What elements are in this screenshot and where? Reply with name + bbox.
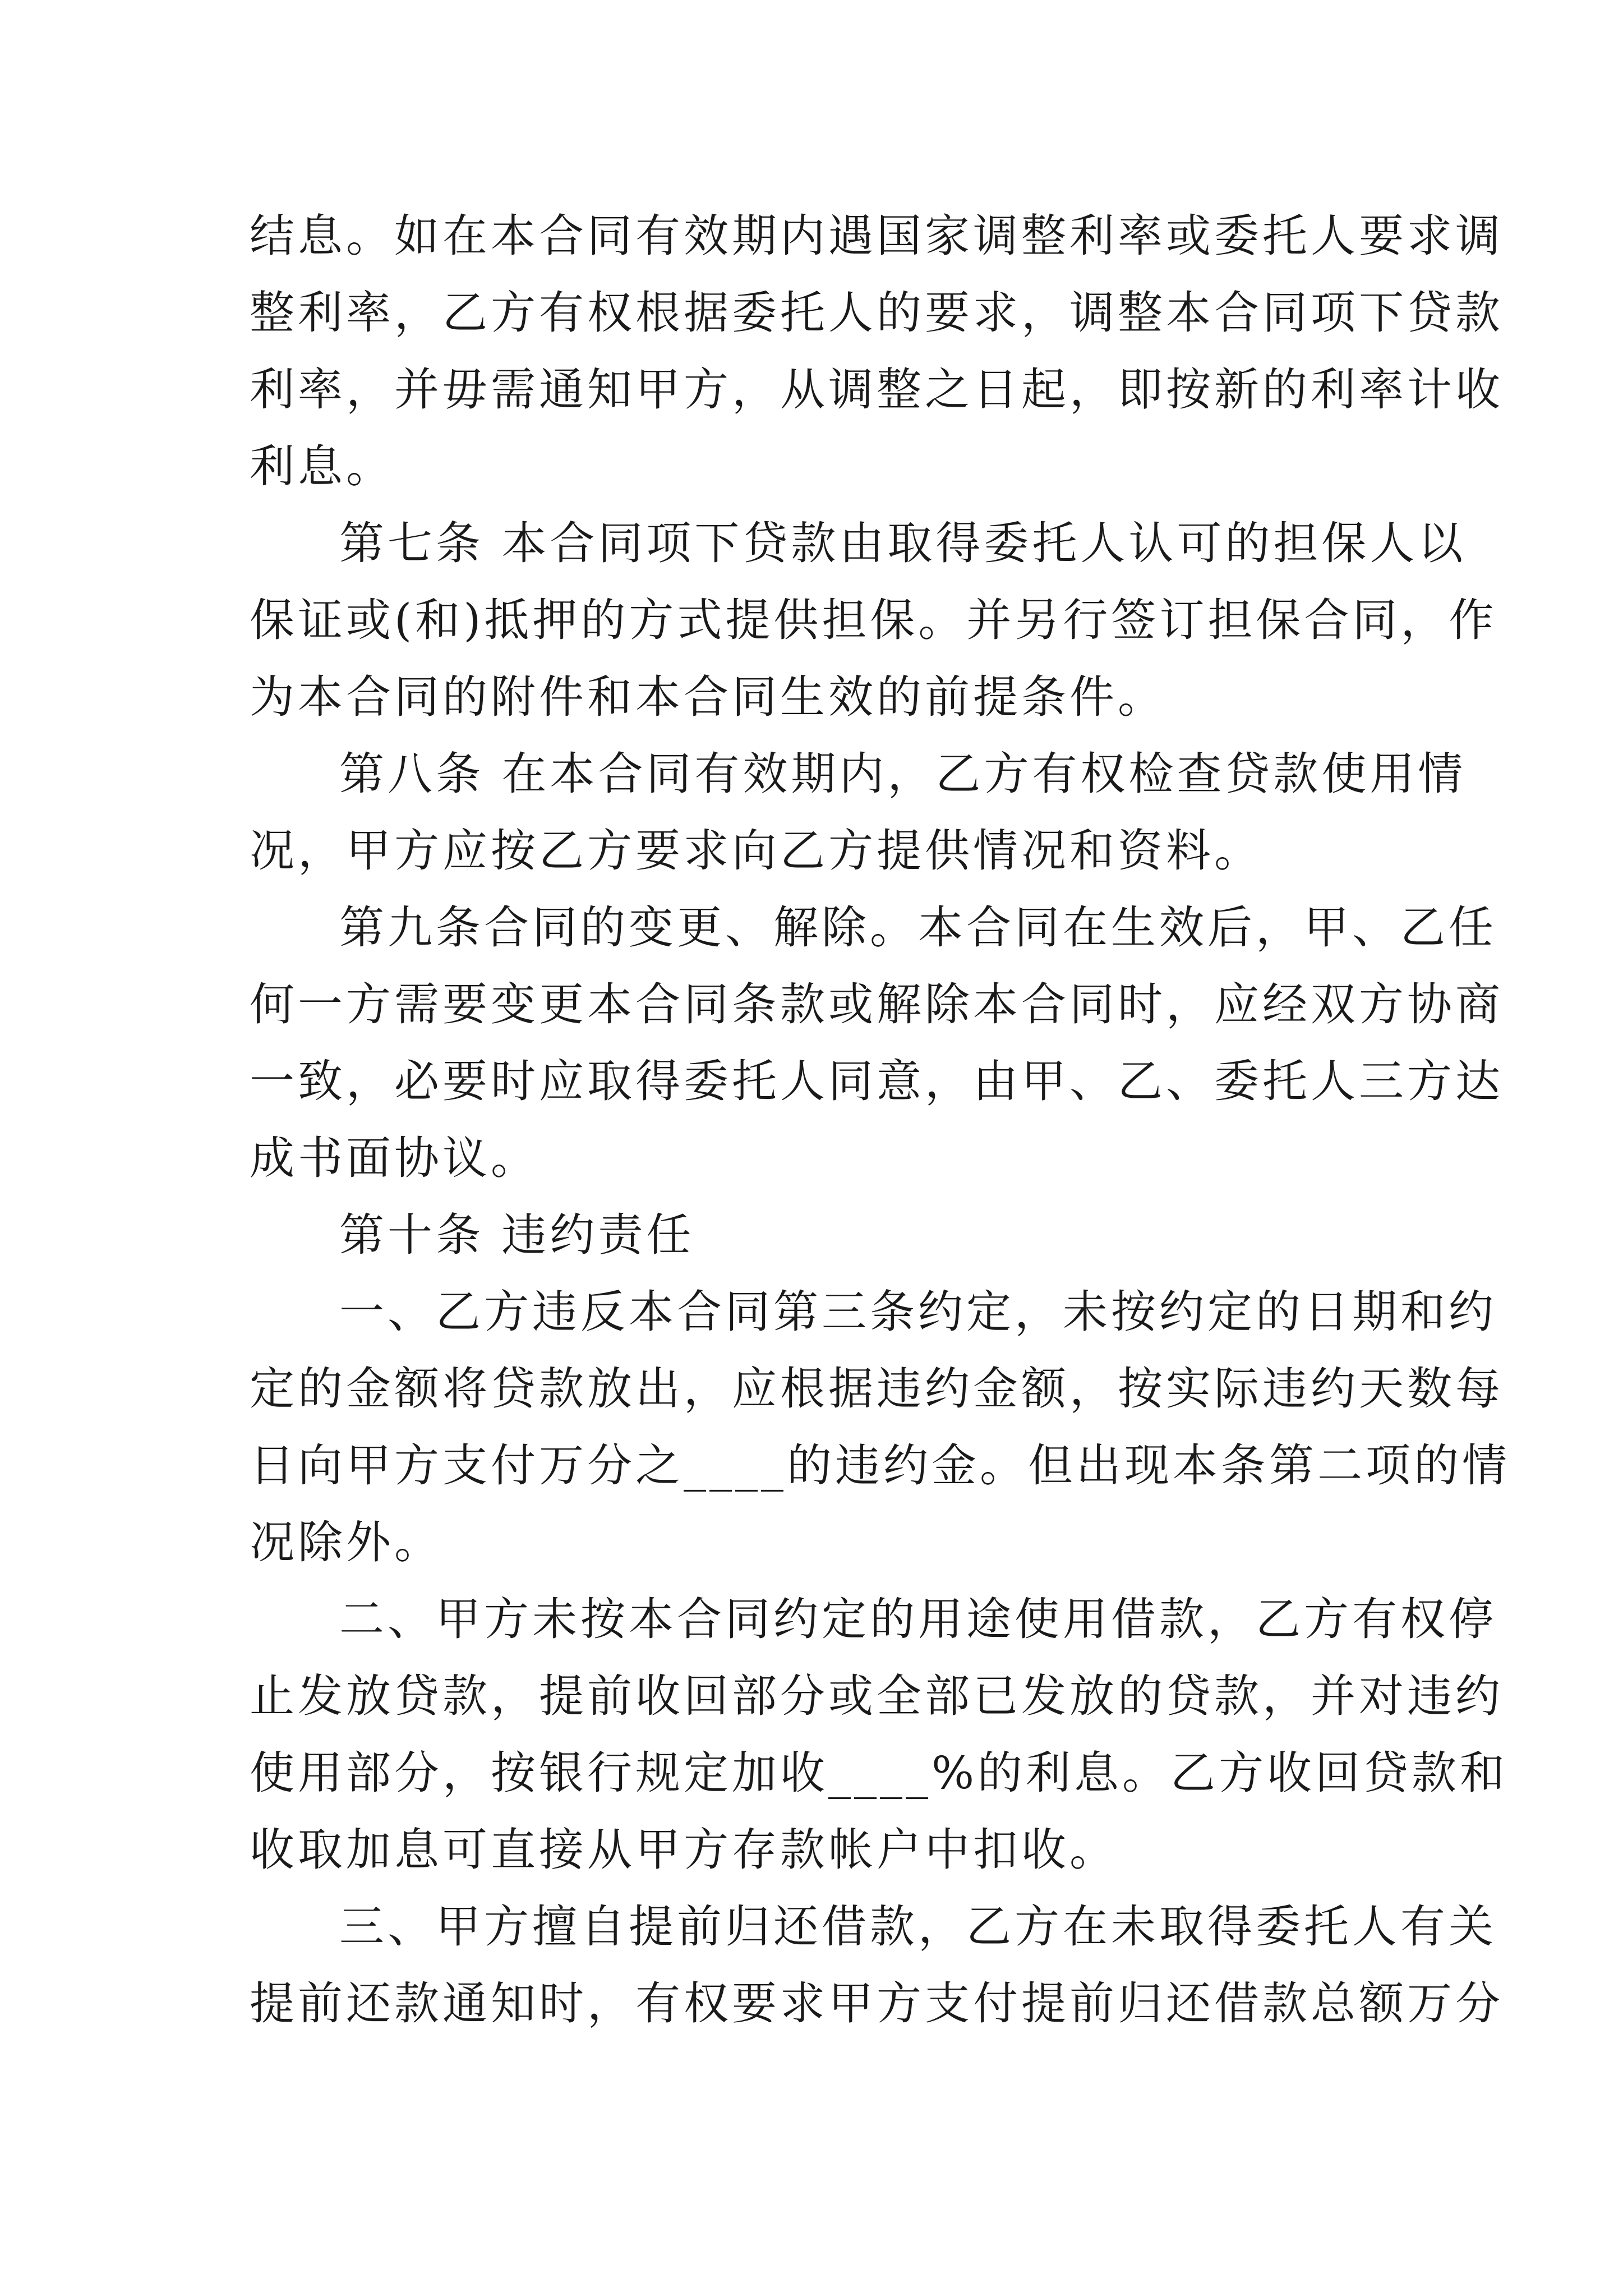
text-line: 结息。如在本合同有效期内遇国家调整利率或委托人要求调 xyxy=(250,210,1504,262)
paragraph-article-7 xyxy=(250,505,1497,735)
text-line: 成书面协议。 xyxy=(250,1132,539,1184)
text-line: 第七条 本合同项下贷款由取得委托人认可的担保人以 xyxy=(339,517,1467,569)
text-line: 第九条合同的变更、解除。本合同在生效后，甲、乙任 xyxy=(339,901,1497,954)
paragraph-clause-3 xyxy=(250,1888,1504,2042)
text-line: 定的金额将贷款放出，应根据违约金额，按实际违约天数每 xyxy=(250,1363,1504,1415)
text-line: 保证或(和)抵押的方式提供担保。并另行签订担保合同，作 xyxy=(250,594,1497,646)
paragraph-article-8 xyxy=(250,735,1467,889)
text-line: 提前还款通知时，有权要求甲方支付提前归还借款总额万分 xyxy=(250,1977,1504,2030)
text-line: 况，甲方应按乙方要求向乙方提供情况和资料。 xyxy=(250,825,1262,877)
text-line: 一致，必要时应取得委托人同意，由甲、乙、委托人三方达 xyxy=(250,1055,1504,1107)
text-line: 利率，并毋需通知甲方，从调整之日起，即按新的利率计收 xyxy=(250,364,1504,416)
text-line: 收取加息可直接从甲方存款帐户中扣收。 xyxy=(250,1824,1118,1876)
text-line: 一、乙方违反本合同第三条约定，未按约定的日期和约 xyxy=(339,1286,1497,1338)
text-line: 二、甲方未按本合同约定的用途使用借款，乙方有权停 xyxy=(339,1593,1497,1645)
text-line: 为本合同的附件和本合同生效的前提条件。 xyxy=(250,671,1166,723)
paragraph-clause-2 xyxy=(250,1581,1509,1888)
text-line: 日向甲方支付万分之____的违约金。但出现本条第二项的情 xyxy=(250,1439,1510,1492)
text-line: 使用部分，按银行规定加收____%的利息。乙方收回贷款和 xyxy=(250,1747,1509,1799)
text-line: 整利率，乙方有权根据委托人的要求，调整本合同项下贷款 xyxy=(250,287,1504,339)
text-line: 何一方需要变更本合同条款或解除本合同时，应经双方协商 xyxy=(250,978,1504,1030)
text-line: 利息。 xyxy=(250,440,394,493)
text-line: 止发放贷款，提前收回部分或全部已发放的贷款，并对违约 xyxy=(250,1670,1504,1722)
text-line: 况除外。 xyxy=(250,1516,442,1568)
text-line: 第八条 在本合同有效期内，乙方有权检查贷款使用情 xyxy=(339,748,1467,800)
paragraph-clause-1 xyxy=(250,1273,1510,1581)
document-body xyxy=(250,197,1510,2042)
text-line: 第十条 违约责任 xyxy=(339,1209,695,1261)
paragraph-interest-adjustment xyxy=(250,197,1504,505)
text-line: 三、甲方擅自提前归还借款，乙方在未取得委托人有关 xyxy=(339,1901,1497,1953)
paragraph-article-9 xyxy=(250,889,1504,1197)
paragraph-article-10-heading xyxy=(250,1197,1388,1273)
